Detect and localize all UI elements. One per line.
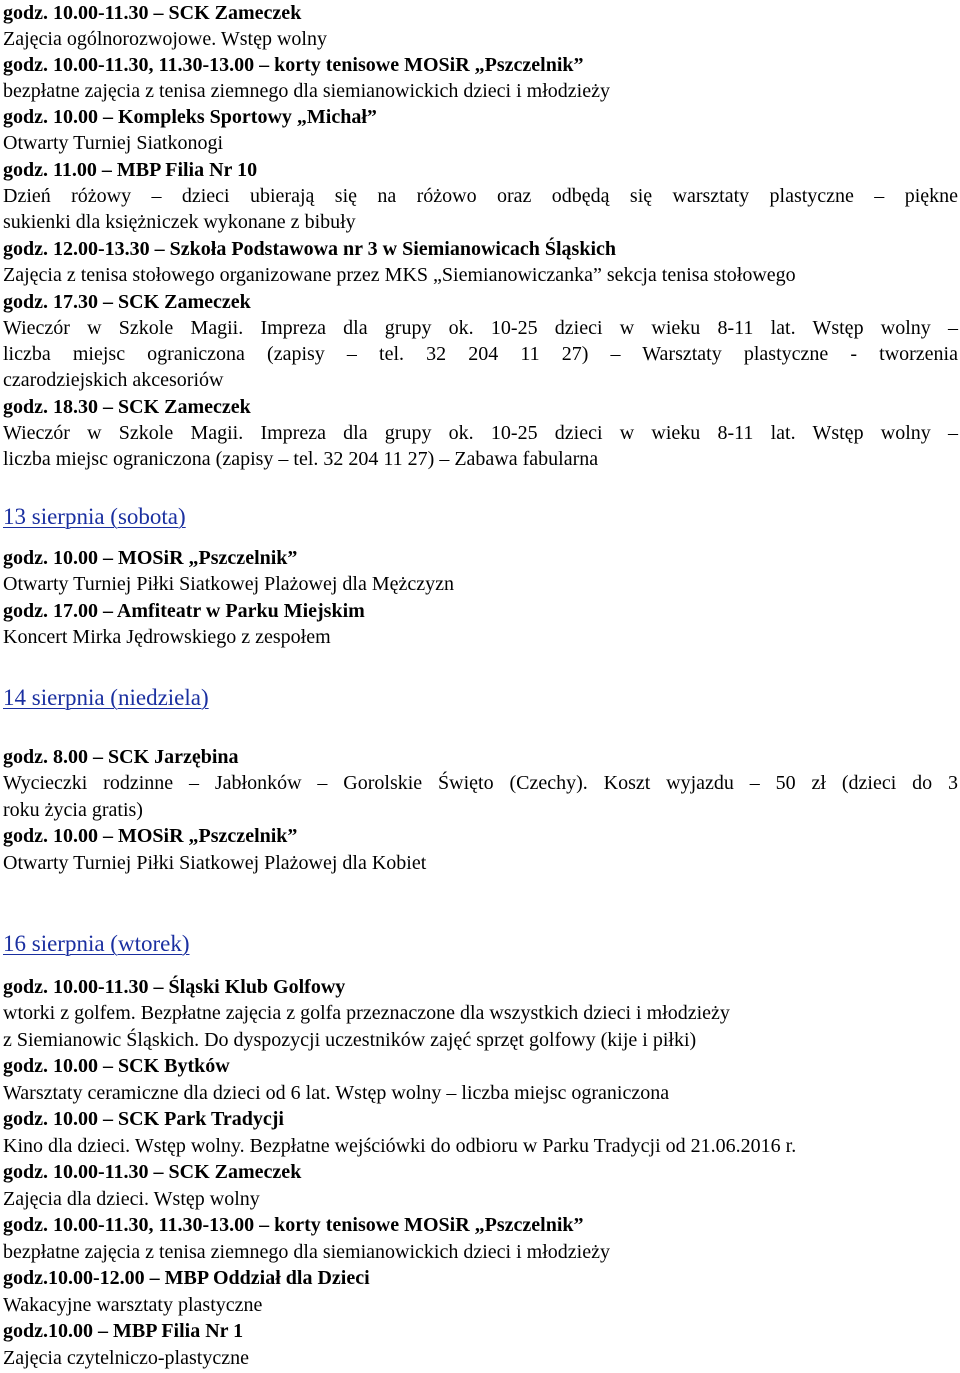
event-heading: godz. 17.00 – Amfiteatr w Parku Miejskim bbox=[3, 600, 365, 622]
event-heading: godz.10.00-12.00 – MBP Oddział dla Dzieci bbox=[3, 1267, 370, 1289]
event-description: Koncert Mirka Jędrowskiego z zespołem bbox=[3, 626, 331, 648]
event-heading: godz. 10.00-11.30, 11.30-13.00 – korty tenisowe MOSiR „Pszczelnik” bbox=[3, 54, 584, 76]
event-heading: godz. 10.00 – Kompleks Sportowy „Michał” bbox=[3, 106, 377, 128]
event-heading: godz. 12.00-13.30 – Szkoła Podstawowa nr 3 w Siemianowicach Śląskich bbox=[3, 238, 617, 260]
event-description: Zajęcia dla dzieci. Wstęp wolny bbox=[3, 1188, 260, 1210]
event-description: czarodziejskich akcesoriów bbox=[3, 369, 224, 391]
date-heading bbox=[3, 683, 209, 713]
event-heading: godz. 10.00-11.30 – Śląski Klub Golfowy bbox=[3, 976, 346, 998]
event-description: bezpłatne zajęcia z tenisa ziemnego dla siemianowickich dzieci i młodzieży bbox=[3, 1241, 610, 1263]
event-heading: godz.10.00 – MBP Filia Nr 1 bbox=[3, 1320, 244, 1342]
event-description: Wycieczki rodzinne – Jabłonków – Gorolskie Święto (Czechy). Koszt wyjazdu – 50 zł (dzieci do 3 bbox=[3, 772, 958, 794]
event-heading: godz. 18.30 – SCK Zameczek bbox=[3, 396, 251, 418]
event-description: Dzień różowy – dzieci ubierają się na różowo oraz odbędą się warsztaty plastyczne – piękne bbox=[3, 185, 958, 207]
event-heading: godz. 10.00 – MOSiR „Pszczelnik” bbox=[3, 825, 298, 847]
date-heading-text: 14 sierpnia (niedziela) bbox=[3, 685, 209, 710]
date-heading bbox=[3, 502, 186, 532]
event-description: Wieczór w Szkole Magii. Impreza dla grupy ok. 10-25 dzieci w wieku 8-11 lat. Wstęp wolny – bbox=[3, 317, 958, 339]
event-heading: godz. 8.00 – SCK Jarzębina bbox=[3, 746, 239, 768]
event-description: wtorki z golfem. Bezpłatne zajęcia z golfa przeznaczone dla wszystkich dzieci i młodzieży bbox=[3, 1002, 730, 1024]
event-description: Wakacyjne warsztaty plastyczne bbox=[3, 1294, 263, 1316]
event-heading: godz. 10.00-11.30 – SCK Zameczek bbox=[3, 1161, 302, 1183]
event-heading: godz. 17.30 – SCK Zameczek bbox=[3, 291, 251, 313]
event-heading: godz. 11.00 – MBP Filia Nr 10 bbox=[3, 159, 258, 181]
event-description: bezpłatne zajęcia z tenisa ziemnego dla siemianowickich dzieci i młodzieży bbox=[3, 80, 610, 102]
event-description: Wieczór w Szkole Magii. Impreza dla grupy ok. 10-25 dzieci w wieku 8-11 lat. Wstęp wolny – bbox=[3, 422, 958, 444]
event-description: liczba miejsc ograniczona (zapisy – tel. 32 204 11 27) – Zabawa fabularna bbox=[3, 448, 599, 470]
date-heading bbox=[3, 929, 190, 959]
event-description: Zajęcia z tenisa stołowego organizowane przez MKS „Siemianowiczanka” sekcja tenisa stołowego bbox=[3, 264, 796, 286]
event-description: roku życia gratis) bbox=[3, 799, 143, 821]
event-heading: godz. 10.00-11.30, 11.30-13.00 – korty tenisowe MOSiR „Pszczelnik” bbox=[3, 1214, 584, 1236]
event-description: Warsztaty ceramiczne dla dzieci od 6 lat. Wstęp wolny – liczba miejsc ograniczona bbox=[3, 1082, 670, 1104]
event-description: Otwarty Turniej Piłki Siatkowej Plażowej dla Mężczyzn bbox=[3, 573, 455, 595]
event-description: Otwarty Turniej Siatkonogi bbox=[3, 132, 224, 154]
event-heading: godz. 10.00 – SCK Park Tradycji bbox=[3, 1108, 284, 1130]
event-description: sukienki dla księżniczek wykonane z bibuły bbox=[3, 211, 356, 233]
event-description: z Siemianowic Śląskich. Do dyspozycji uczestników zajęć sprzęt golfowy (kije i piłki) bbox=[3, 1029, 697, 1051]
event-description: Otwarty Turniej Piłki Siatkowej Plażowej dla Kobiet bbox=[3, 852, 427, 874]
event-heading: godz. 10.00 – MOSiR „Pszczelnik” bbox=[3, 547, 298, 569]
event-description: Kino dla dzieci. Wstęp wolny. Bezpłatne wejściówki do odbioru w Parku Tradycji od 21.06.2016 r. bbox=[3, 1135, 797, 1157]
event-heading: godz. 10.00-11.30 – SCK Zameczek bbox=[3, 2, 302, 24]
date-heading-text: 13 sierpnia (sobota) bbox=[3, 504, 186, 529]
event-description: Zajęcia ogólnorozwojowe. Wstęp wolny bbox=[3, 28, 327, 50]
event-description: Zajęcia czytelniczo-plastyczne bbox=[3, 1347, 249, 1369]
date-heading-text: 16 sierpnia (wtorek) bbox=[3, 931, 190, 956]
event-description: liczba miejsc ograniczona (zapisy – tel. 32 204 11 27) – Warsztaty plastyczne - tworzenia bbox=[3, 343, 958, 365]
event-heading: godz. 10.00 – SCK Bytków bbox=[3, 1055, 230, 1077]
